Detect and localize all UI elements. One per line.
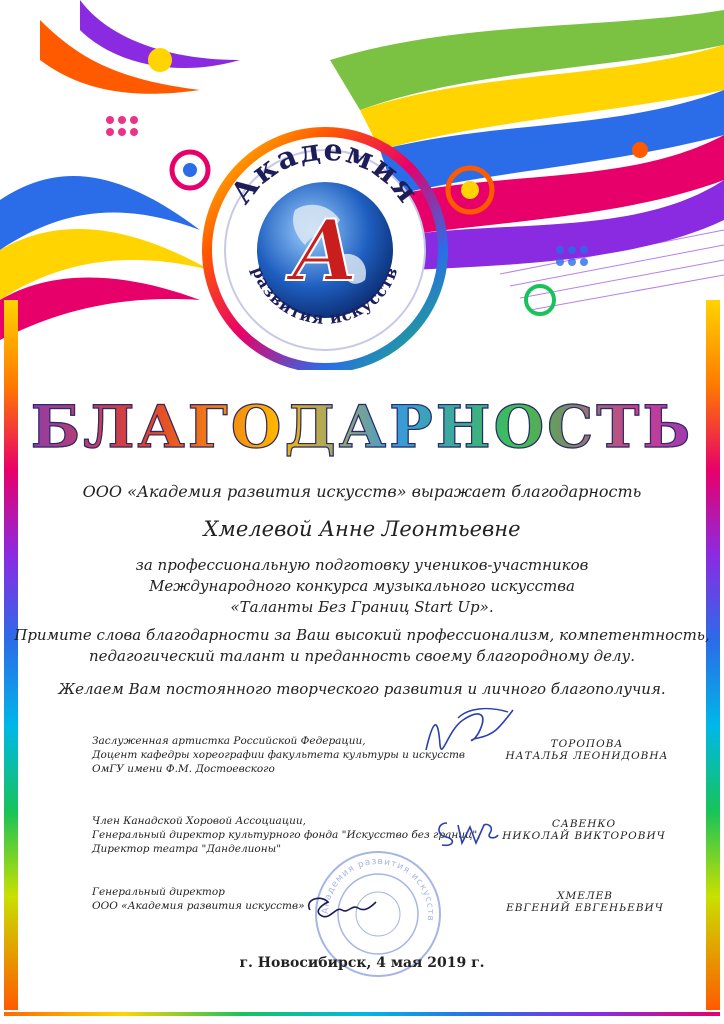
signatory-2-surname: САВЕНКО	[551, 818, 617, 830]
signatory-3-name	[490, 890, 680, 914]
signatory-1-position-line: Доцент кафедры хореографии факультета культуры и искусств	[92, 749, 466, 761]
signatory-3-position	[92, 885, 305, 913]
certificate-title: БЛАГОДАРНОСТЬ	[0, 393, 724, 461]
reason-line-3: «Таланты Без Границ Start Up».	[230, 598, 494, 616]
stamp-text: Академия развития искусств	[320, 856, 436, 923]
svg-text:Академия	[224, 133, 426, 211]
signatory-3-position-line: Генеральный директор	[92, 886, 225, 898]
signatory-2-position-line: Генеральный директор культурного фонда "Искусство без границ",	[92, 829, 481, 841]
intro-line: ООО «Академия развития искусств» выражает благодарность	[82, 482, 642, 501]
appreciation-line-2: педагогический талант и преданность своему благородному делу.	[89, 647, 635, 665]
reason-line-1: за профессиональную подготовку учеников-участников	[135, 556, 589, 574]
signatory-1-name	[492, 738, 682, 762]
logo-letter: А	[290, 201, 360, 300]
signatory-1-position-line: ОмГУ имени Ф.М. Достоевского	[92, 763, 275, 775]
signatory-3-position-line: ООО «Академия развития искусств»	[92, 900, 305, 912]
reason-line-2: Международного конкурса музыкального искусства	[149, 577, 575, 595]
signatory-1-position	[92, 734, 465, 776]
signatory-3-given-names: ЕВГЕНИЙ ЕВГЕНЬЕВИЧ	[506, 902, 664, 914]
logo-top-text: Академия	[224, 132, 426, 211]
signatory-1-surname: ТОРОПОВА	[550, 738, 624, 750]
logo-bottom-text: развития искусств	[248, 263, 402, 328]
academy-logo	[205, 130, 445, 370]
rainbow-border-bottom	[4, 1012, 720, 1016]
wishes-line: Желаем Вам постоянного творческого развития и личного благополучия.	[58, 680, 666, 698]
signatory-3-surname: ХМЕЛЕВ	[556, 890, 614, 902]
signatory-2-position-line: Директор театра "Данделионы"	[92, 843, 282, 855]
signatory-2-position-line: Член Канадской Хоровой Ассоциации,	[92, 815, 307, 827]
signature-3	[300, 890, 380, 926]
signatory-1-given-names: НАТАЛЬЯ ЛЕОНИДОВНА	[505, 750, 669, 762]
signatory-2-name	[484, 818, 684, 842]
recipient-name: Хмелевой Анне Леонтьевне	[203, 517, 521, 541]
signatory-1-position-line: Заслуженная артистка Российской Федерации,	[92, 735, 366, 747]
appreciation-line-1: Примите слова благодарности за Ваш высокий профессионализм, компетентность,	[14, 626, 710, 644]
signatory-2-given-names: НИКОЛАЙ ВИКТОРОВИЧ	[502, 830, 666, 842]
place-and-date: г. Новосибирск, 4 мая 2019 г.	[239, 955, 485, 971]
